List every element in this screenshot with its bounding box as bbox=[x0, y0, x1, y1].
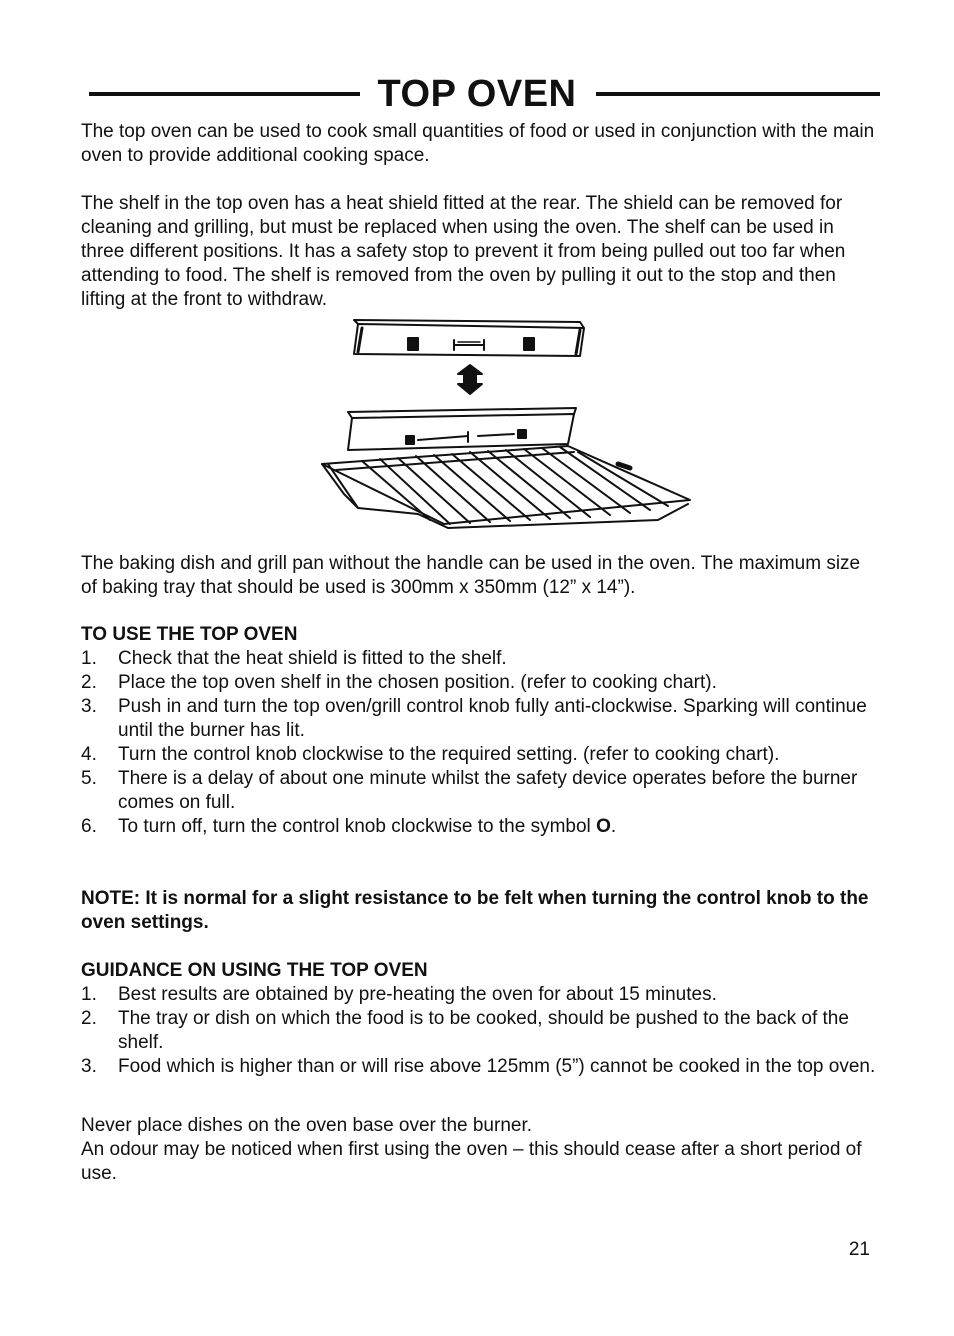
use-steps-list bbox=[81, 647, 881, 839]
guidance-steps-list bbox=[81, 983, 881, 1079]
step-number: 3. bbox=[81, 696, 97, 717]
closing-block bbox=[81, 1114, 881, 1186]
step-text: To turn off, turn the control knob clockwise to the symbol bbox=[118, 816, 597, 837]
step-text: Food which is higher than or will rise above 125mm (5”) cannot be cooked in the top oven. bbox=[118, 1056, 876, 1077]
title-rule-right bbox=[596, 92, 880, 96]
use-step bbox=[81, 743, 881, 767]
closing-line: Never place dishes on the oven base over the burner. bbox=[81, 1115, 533, 1136]
baking-block bbox=[81, 552, 881, 600]
note-block bbox=[81, 887, 881, 935]
closing-line: An odour may be noticed when first using the oven – this should cease after a short period of use. bbox=[81, 1139, 862, 1184]
use-step bbox=[81, 647, 881, 671]
step-text: Place the top oven shelf in the chosen position. (refer to cooking chart). bbox=[118, 672, 717, 693]
step-text: There is a delay of about one minute whilst the safety device operates before the burner comes on full. bbox=[118, 768, 858, 813]
step-number: 5. bbox=[81, 768, 97, 789]
shelf-heat-shield-illustration bbox=[318, 318, 694, 540]
page-title: TOP OVEN bbox=[377, 73, 577, 115]
step-number: 6. bbox=[81, 816, 97, 837]
step-number: 2. bbox=[81, 672, 97, 693]
guidance-step bbox=[81, 1007, 881, 1055]
intro-block bbox=[81, 120, 881, 168]
guidance-step bbox=[81, 1055, 881, 1079]
use-step bbox=[81, 695, 881, 743]
guidance-section bbox=[81, 959, 881, 1079]
step-text: Check that the heat shield is fitted to the shelf. bbox=[118, 648, 507, 669]
shelf-paragraph: The shelf in the top oven has a heat shield fitted at the rear. The shield can be removed for cleaning and grilling, but must be replaced when using the oven. The shelf can be used in three different positions. It has a safety stop to prevent it from being pulled out too far when attending to food. The shelf is removed from the oven by pulling it out to the stop and then lifting at the front to withdraw. bbox=[81, 193, 846, 310]
heat-shield-drawing bbox=[354, 320, 584, 356]
oven-shelf-drawing bbox=[322, 408, 690, 528]
use-section bbox=[81, 623, 881, 839]
step-text: Turn the control knob clockwise to the required setting. (refer to cooking chart). bbox=[118, 744, 780, 765]
use-step bbox=[81, 815, 881, 839]
step-number: 3. bbox=[81, 1056, 97, 1077]
double-arrow-icon bbox=[458, 365, 482, 394]
guidance-heading: GUIDANCE ON USING THE TOP OVEN bbox=[81, 960, 428, 981]
step-text: Best results are obtained by pre-heating the oven for about 15 minutes. bbox=[118, 984, 717, 1005]
use-step bbox=[81, 671, 881, 695]
baking-paragraph: The baking dish and grill pan without the handle can be used in the oven. The maximum size of baking tray that should be used is 300mm x 350mm (12” x 14”). bbox=[81, 553, 861, 598]
use-heading: TO USE THE TOP OVEN bbox=[81, 624, 298, 645]
shelf-block bbox=[81, 192, 881, 312]
step-end: . bbox=[610, 816, 617, 837]
use-step bbox=[81, 767, 881, 815]
step-number: 4. bbox=[81, 744, 97, 765]
intro-paragraph: The top oven can be used to cook small quantities of food or used in conjunction with the main oven to provide additional cooking space. bbox=[81, 121, 875, 166]
off-symbol: O bbox=[596, 816, 611, 837]
page-number: 21 bbox=[848, 1239, 870, 1260]
guidance-step bbox=[81, 983, 881, 1007]
step-number: 2. bbox=[81, 1008, 97, 1029]
step-number: 1. bbox=[81, 648, 97, 669]
step-text: Push in and turn the top oven/grill control knob fully anti-clockwise. Sparking will continue until the burner has lit. bbox=[118, 696, 867, 741]
step-number: 1. bbox=[81, 984, 97, 1005]
note-paragraph: NOTE: It is normal for a slight resistance to be felt when turning the control knob to the oven settings. bbox=[81, 888, 869, 933]
step-text: The tray or dish on which the food is to be cooked, should be pushed to the back of the shelf. bbox=[118, 1008, 849, 1053]
